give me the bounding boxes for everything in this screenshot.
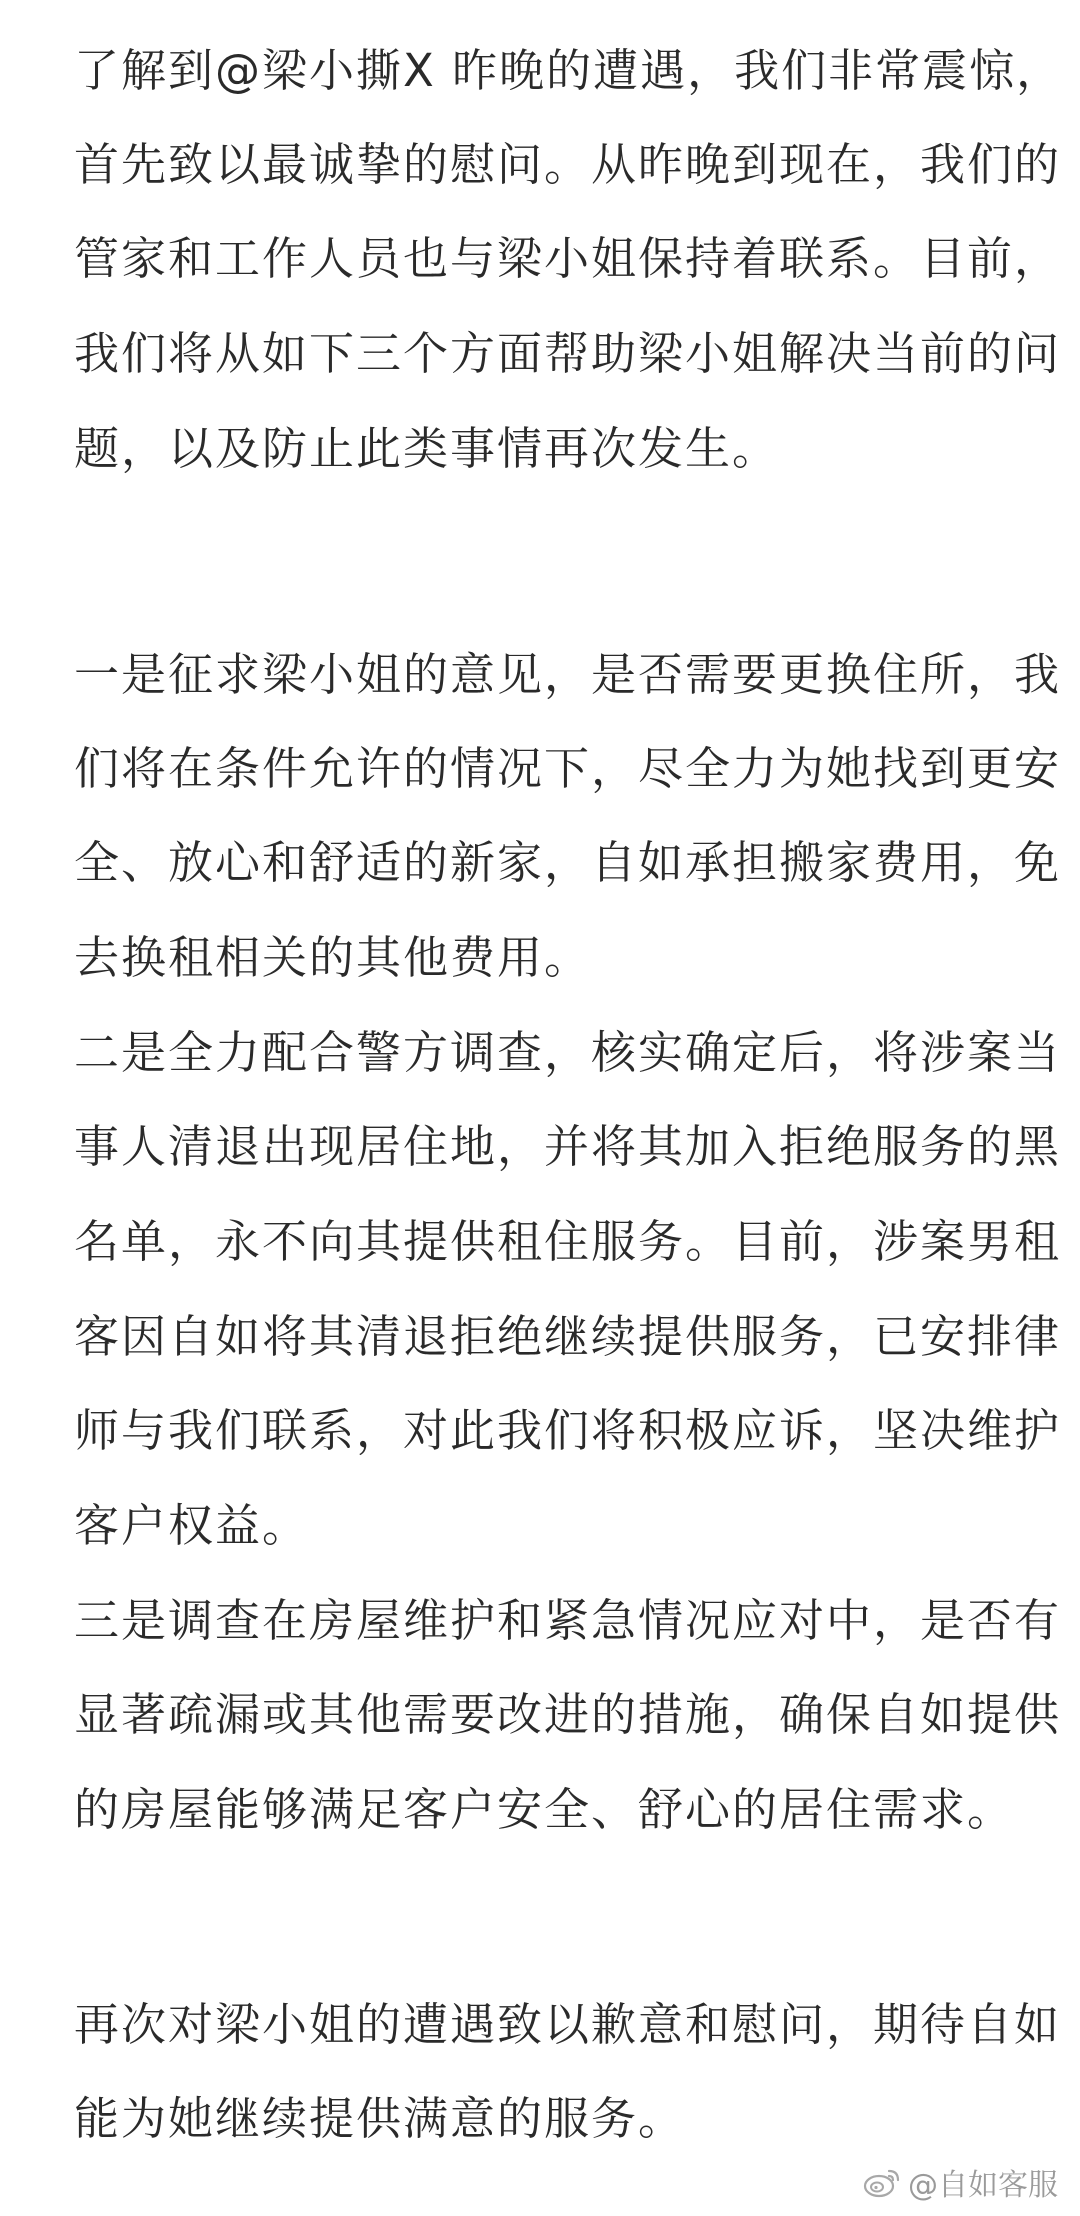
paragraph-3-line-5: 师与我们联系，对此我们将积极应诉，坚决维护	[74, 1404, 1062, 1457]
paragraph-2-line-2: 们将在条件允许的情况下，尽全力为她找到更安	[74, 742, 1062, 795]
paragraph-1-line-3: 管家和工作人员也与梁小姐保持着联系。目前，	[74, 232, 1062, 285]
paragraph-4-line-2: 显著疏漏或其他需要改进的措施，确保自如提供	[74, 1688, 1062, 1741]
paragraph-1-line-4: 我们将从如下三个方面帮助梁小姐解决当前的问	[74, 327, 1062, 380]
paragraph-5-line-1: 再次对梁小姐的遭遇致以歉意和慰问，期待自如	[74, 1998, 1062, 2051]
paragraph-2-line-4: 去换租相关的其他费用。	[74, 931, 592, 984]
paragraph-2-line-3: 全、放心和舒适的新家，自如承担搬家费用，免	[74, 836, 1062, 889]
paragraph-3-line-6: 客户权益。	[74, 1499, 310, 1552]
weibo-icon	[862, 2165, 902, 2199]
paragraph-1-line-2: 首先致以最诚挚的慰问。从昨晚到现在，我们的	[74, 138, 1062, 191]
watermark-text: @自如客服	[908, 2168, 1058, 2203]
paragraph-3-line-3: 名单，永不向其提供租住服务。目前，涉案男租	[74, 1215, 1062, 1268]
paragraph-5-line-2: 能为她继续提供满意的服务。	[74, 2092, 686, 2145]
paragraph-1-line-1: 了解到@梁小撕X 昨晚的遭遇，我们非常震惊，	[74, 44, 1064, 97]
paragraph-4-line-1: 三是调查在房屋维护和紧急情况应对中，是否有	[74, 1594, 1062, 1647]
paragraph-2-line-1: 一是征求梁小姐的意见，是否需要更换住所，我	[74, 648, 1062, 701]
paragraph-4-line-3: 的房屋能够满足客户安全、舒心的居住需求。	[74, 1783, 1015, 1836]
paragraph-3-line-4: 客因自如将其清退拒绝继续提供服务，已安排律	[74, 1310, 1062, 1363]
paragraph-3-line-1: 二是全力配合警方调查，核实确定后，将涉案当	[74, 1026, 1062, 1079]
paragraph-1-line-5: 题，以及防止此类事情再次发生。	[74, 422, 780, 475]
weibo-watermark	[862, 2160, 1058, 2204]
paragraph-3-line-2: 事人清退出现居住地，并将其加入拒绝服务的黑	[74, 1120, 1062, 1173]
